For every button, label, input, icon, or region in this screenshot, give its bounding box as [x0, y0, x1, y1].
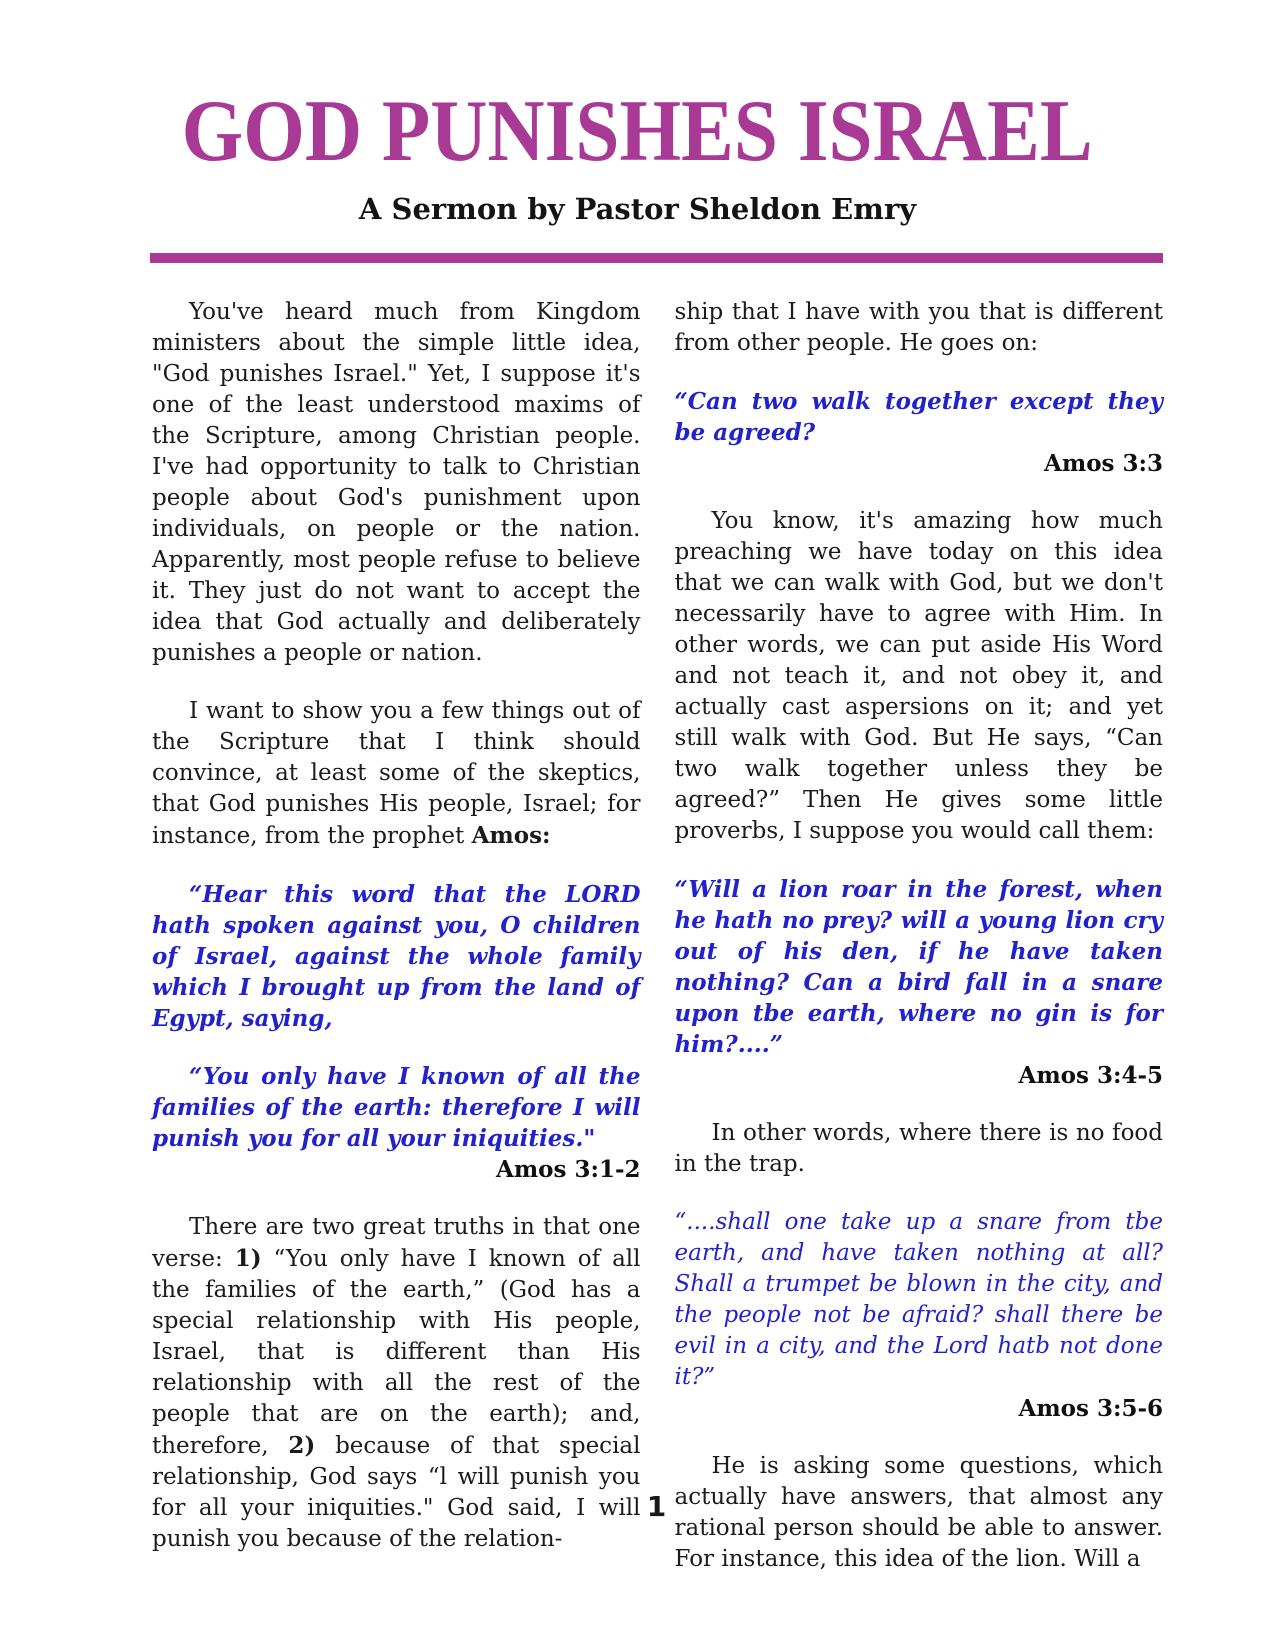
divider-rule — [150, 253, 1163, 263]
scripture-quote: “Hear this word that the LORD hath spoken against you, O children of Israel, against the whole family which I brought up from the land of Egypt, saying, — [152, 881, 641, 1032]
page-number: 1 — [646, 1490, 667, 1523]
body-paragraph: You've heard much from Kingdom ministers about the simple little idea, "God punishes Israel." Yet, I suppose it's one of the least understood maxims of the Scripture, among Christian people. I've had opportunity to talk to Christian people about God's punishment upon individuals, on people or the nation. Apparently, most people refuse to believe it. They just do not want to accept the idea that God actually and deliberately punishes a people or nation. — [152, 299, 641, 666]
body-paragraph: He is asking some questions, which actually have answers, that almost any rational person should be able to answer. For instance, this idea of the lion. Will a — [674, 1453, 1163, 1572]
left-column — [152, 297, 641, 1602]
scripture-reference: Amos 3:5-6 — [1018, 1395, 1163, 1422]
scripture-reference: Amos 3:4-5 — [1018, 1062, 1163, 1089]
page-subtitle: A Sermon by Pastor Sheldon Emry — [358, 192, 917, 226]
scripture-quote: “Can two walk together except they be agreed? — [674, 388, 1163, 446]
scripture-reference: Amos 3:1-2 — [495, 1156, 641, 1183]
paragraph-text: because of that special relationship, God says “l will punish you for all your iniquities." God said, I will punish you because of the relation- — [152, 1433, 641, 1552]
page-title: GOD PUNISHES ISRAEL — [181, 83, 1094, 180]
bold-word: 2) — [288, 1432, 316, 1459]
page-header — [0, 0, 1275, 226]
bold-word: Amos: — [471, 822, 551, 849]
right-column — [675, 297, 1164, 1602]
scripture-quote: “....shall one take up a snare from tbe earth, and have taken nothing at all? Shall a trumpet be blown in the city, and the people not be afraid? shall there be evil in a city, and the Lord hatb not done it?” — [674, 1209, 1163, 1390]
scripture-quote: “Will a lion roar in the forest, when he hath no prey? will a young lion cry out of his den, if he have taken nothing? Can a bird fall in a snare upon tbe earth, where no gin is for him?....” — [674, 876, 1163, 1058]
paragraph-text: I want to show you a few things out of the Scripture that I think should convince, at least some of the skeptics, that God punishes His people, Israel; for instance, from the prophet — [152, 698, 641, 849]
paragraph-text: “You only have I known of all the families of the earth,” (God has a special relationship with His people, Israel, that is different than His relationship with all the rest of the people that are on the earth); and, therefore, — [152, 1246, 641, 1459]
body-paragraph: ship that I have with you that is different from other people. He goes on: — [674, 299, 1163, 356]
scripture-reference: Amos 3:3 — [1044, 450, 1163, 477]
two-column-body — [152, 297, 1163, 1602]
paragraph-text: There are two great truths in that one verse: — [152, 1214, 641, 1272]
body-paragraph — [152, 696, 641, 852]
body-paragraph: You know, it's amazing how much preaching we have today on this idea that we can walk with God, but we don't necessarily have to agree with Him. In other words, we can put aside His Word and not teach it, and not obey it, and actually cast aspersions on it; and yet still walk with God. But He says, “Can two walk together unless they be agreed?” Then He gives some little proverbs, I suppose you would call them: — [674, 508, 1163, 844]
bold-word: 1) — [234, 1245, 262, 1272]
scripture-quote: “You only have I known of all the families of the earth: therefore I will punish you for all your iniquities." — [152, 1063, 641, 1152]
body-paragraph: In other words, where there is no food in the trap. — [674, 1120, 1163, 1177]
